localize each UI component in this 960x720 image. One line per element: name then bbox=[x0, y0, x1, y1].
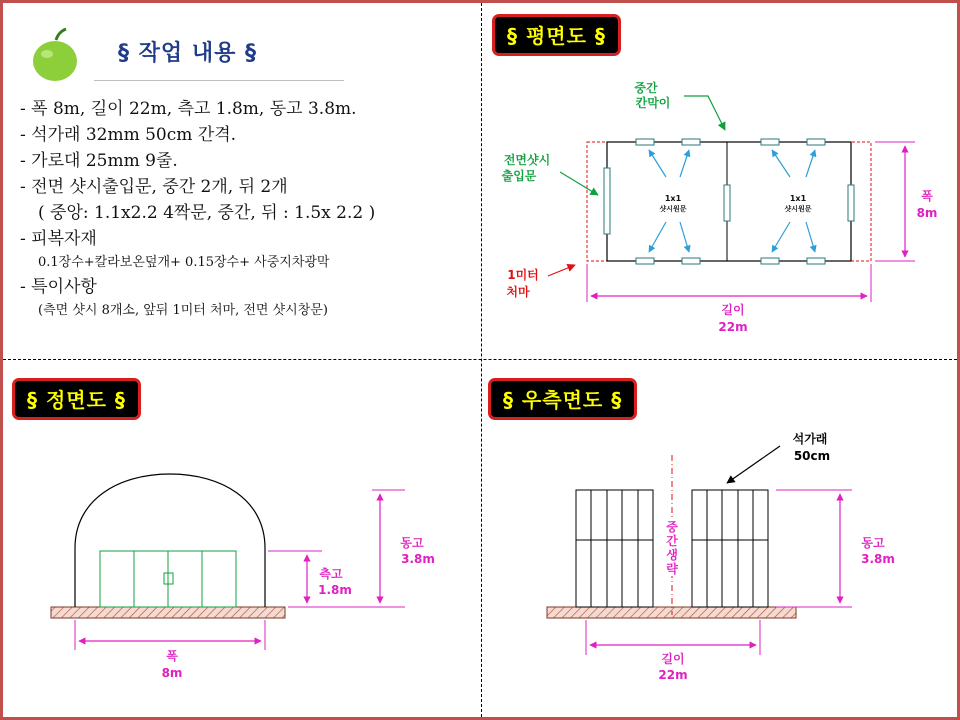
side-sash bbox=[636, 139, 654, 145]
omit-label: 간 bbox=[666, 534, 678, 548]
mid-partition-label: 중간 bbox=[634, 81, 658, 95]
right-title-badge: § 우측면도 § bbox=[488, 378, 637, 420]
side-sash bbox=[807, 258, 825, 264]
plan-view bbox=[502, 80, 938, 334]
ridge-height-label: 동고 bbox=[861, 536, 885, 550]
door-type-label: 샷시원문 bbox=[659, 205, 687, 213]
plan-width-value: 8m bbox=[916, 206, 938, 220]
plan-title-badge: § 평면도 § bbox=[492, 14, 621, 56]
right-side-view bbox=[547, 431, 895, 682]
side-height-value: 1.8m bbox=[318, 583, 352, 597]
side-sash bbox=[682, 139, 700, 145]
ground-foundation bbox=[51, 607, 285, 618]
work-title: § 작업 내용 § bbox=[118, 41, 257, 66]
side-sash bbox=[636, 258, 654, 264]
ridge-height-value: 3.8m bbox=[861, 552, 895, 566]
spec-line: - 가로대 25mm 9줄. bbox=[20, 151, 178, 171]
rafter-value: 50cm bbox=[793, 449, 831, 463]
door-type-label: 샷시원문 bbox=[784, 205, 812, 213]
spec-line: - 폭 8m, 길이 22m, 측고 1.8m, 동고 3.8m. bbox=[20, 99, 357, 119]
spec-line: - 석가래 32mm 50cm 간격. bbox=[20, 125, 237, 145]
mid-partition-label: 칸막이 bbox=[635, 96, 671, 110]
omit-label: 생 bbox=[666, 548, 678, 562]
spec-line: - 전면 샷시출입문, 중간 2개, 뒤 2개 bbox=[20, 177, 288, 197]
side-length-value: 22m bbox=[658, 668, 688, 682]
side-height-label: 측고 bbox=[319, 567, 343, 581]
front-door-label: 전면샷시 bbox=[503, 153, 551, 167]
side-sash bbox=[761, 139, 779, 145]
side-length-label: 길이 bbox=[661, 652, 685, 666]
side-section-left bbox=[576, 490, 653, 607]
side-sash bbox=[807, 139, 825, 145]
front-width-label: 폭 bbox=[166, 649, 178, 663]
omit-label: 중 bbox=[666, 520, 678, 534]
front-width-value: 8m bbox=[161, 666, 183, 680]
plan-width-label: 폭 bbox=[921, 189, 933, 203]
spec-line: ( 중앙: 1.1x2.2 4짝문, 중간, 뒤 : 1.5x 2.2 ) bbox=[38, 203, 376, 223]
side-sash bbox=[761, 258, 779, 264]
spec-line: - 특이사항 bbox=[20, 277, 97, 297]
side-section-right bbox=[692, 490, 768, 607]
door-size-label: 1x1 bbox=[789, 194, 807, 203]
front-door bbox=[604, 168, 610, 234]
omit-label: 략 bbox=[666, 562, 678, 576]
front-door-label: 출입문 bbox=[501, 169, 537, 183]
front-title-badge: § 정면도 § bbox=[12, 378, 141, 420]
front-view bbox=[51, 474, 435, 680]
ridge-height-label: 동고 bbox=[400, 536, 424, 550]
plan-length-label: 길이 bbox=[721, 303, 745, 317]
plan-length-value: 22m bbox=[718, 320, 748, 334]
spec-line: 0.1장수+칼라보온덮개+ 0.15장수+ 사중지차광막 bbox=[38, 255, 330, 270]
side-sash bbox=[682, 258, 700, 264]
door-size-label: 1x1 bbox=[664, 194, 682, 203]
spec-line: - 피복자재 bbox=[20, 229, 97, 249]
eave-label: 1미터 bbox=[507, 268, 539, 282]
ridge-height-value: 3.8m bbox=[401, 552, 435, 566]
middle-door bbox=[724, 185, 730, 221]
eave-label: 처마 bbox=[506, 285, 530, 299]
rafter-label: 석가래 bbox=[792, 432, 828, 446]
spec-line: (측면 샷시 8개소, 앞뒤 1미터 처마, 전면 샷시창문) bbox=[38, 303, 328, 318]
back-door bbox=[848, 185, 854, 221]
